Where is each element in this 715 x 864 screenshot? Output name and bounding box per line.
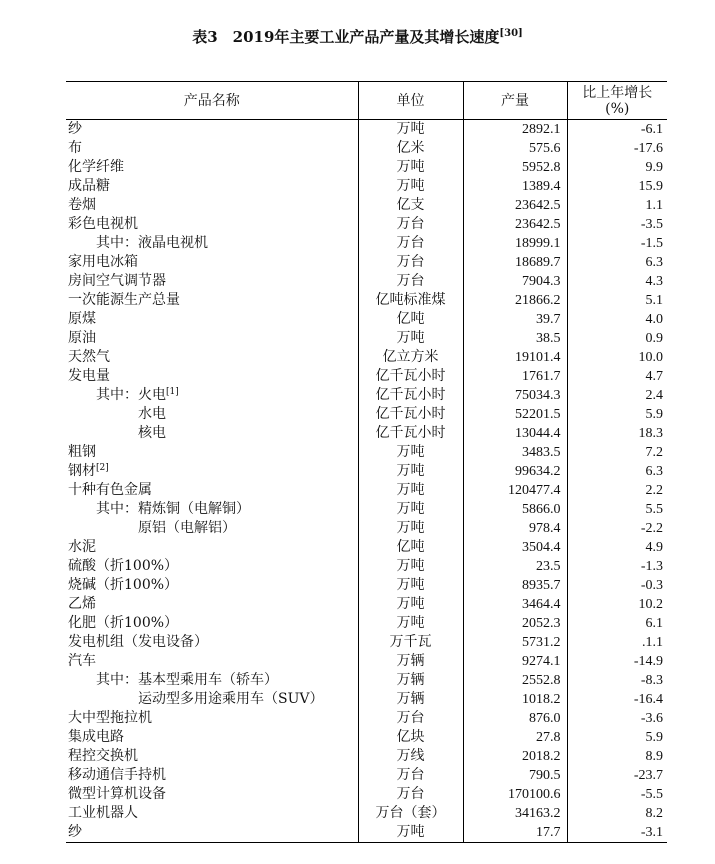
product-name-cell	[66, 348, 358, 367]
product-name: 运动型多用途乘用车（SUV）	[138, 691, 324, 707]
growth-cell: 5.9	[567, 405, 667, 424]
output-cell: 8935.7	[463, 576, 567, 595]
product-name: 乙烯	[68, 596, 96, 612]
table-row	[66, 557, 667, 576]
product-name: 家用电冰箱	[68, 254, 138, 270]
output-cell: 2552.8	[463, 671, 567, 690]
growth-cell: 4.3	[567, 272, 667, 291]
header-output: 产量	[463, 82, 567, 120]
output-cell: 27.8	[463, 728, 567, 747]
unit-cell: 万吨	[358, 177, 463, 196]
product-name: 硫酸（折100%）	[68, 558, 179, 574]
table-row	[66, 120, 667, 140]
product-name: 房间空气调节器	[68, 273, 166, 289]
output-cell: 38.5	[463, 329, 567, 348]
table-row	[66, 386, 667, 405]
product-name-cell	[66, 785, 358, 804]
table-row	[66, 614, 667, 633]
product-name-cell	[66, 234, 358, 253]
unit-cell: 万吨	[358, 158, 463, 177]
output-cell: 120477.4	[463, 481, 567, 500]
product-name: 大中型拖拉机	[68, 710, 152, 726]
product-name: 天然气	[68, 349, 110, 365]
product-name-cell	[66, 671, 358, 690]
unit-cell: 万吨	[358, 519, 463, 538]
unit-cell: 万线	[358, 747, 463, 766]
table-row	[66, 424, 667, 443]
product-name-cell	[66, 747, 358, 766]
table-row	[66, 139, 667, 158]
output-cell: 17.7	[463, 823, 567, 843]
header-unit: 单位	[358, 82, 463, 120]
table-row	[66, 690, 667, 709]
product-name: 原铝（电解铝）	[138, 520, 236, 536]
product-name-cell	[66, 500, 358, 519]
product-name: 水电	[138, 406, 166, 422]
table-row	[66, 709, 667, 728]
product-name: 卷烟	[68, 197, 96, 213]
table-header-row	[66, 82, 667, 120]
table-row	[66, 595, 667, 614]
product-name-cell	[66, 519, 358, 538]
growth-cell: 4.9	[567, 538, 667, 557]
product-name: 发电量	[68, 368, 110, 384]
table-row	[66, 234, 667, 253]
product-name-cell	[66, 690, 358, 709]
product-name-cell	[66, 709, 358, 728]
unit-cell: 万辆	[358, 690, 463, 709]
product-name: 烧碱（折100%）	[68, 577, 179, 593]
unit-cell: 万吨	[358, 823, 463, 843]
table-row	[66, 291, 667, 310]
product-name-cell	[66, 310, 358, 329]
product-name-cell	[66, 272, 358, 291]
product-name: 其中：基本型乘用车（轿车）	[96, 672, 278, 688]
unit-cell: 万吨	[358, 614, 463, 633]
table-row	[66, 633, 667, 652]
growth-cell: -3.6	[567, 709, 667, 728]
growth-cell: -8.3	[567, 671, 667, 690]
growth-cell: -5.5	[567, 785, 667, 804]
unit-cell: 万吨	[358, 595, 463, 614]
output-cell: 2052.3	[463, 614, 567, 633]
growth-cell: -3.1	[567, 823, 667, 843]
product-name-cell	[66, 728, 358, 747]
growth-cell: -1.3	[567, 557, 667, 576]
product-name: 核电	[138, 425, 166, 441]
table-row	[66, 823, 667, 843]
header-growth	[567, 82, 667, 120]
unit-cell: 万吨	[358, 481, 463, 500]
table-row	[66, 329, 667, 348]
product-name: 微型计算机设备	[68, 786, 166, 802]
product-name-cell	[66, 443, 358, 462]
unit-cell: 万吨	[358, 443, 463, 462]
table-row	[66, 576, 667, 595]
product-name: 纱	[68, 121, 82, 137]
unit-cell: 万台	[358, 785, 463, 804]
table-row	[66, 405, 667, 424]
title-footnote: [30]	[499, 28, 523, 39]
product-name: 化肥（折100%）	[68, 615, 179, 631]
product-name-cell	[66, 215, 358, 234]
growth-cell: 5.1	[567, 291, 667, 310]
output-cell: 34163.2	[463, 804, 567, 823]
output-cell: 2892.1	[463, 120, 567, 140]
header-name: 产品名称	[66, 82, 358, 120]
product-name-cell	[66, 253, 358, 272]
output-cell: 3483.5	[463, 443, 567, 462]
table-row	[66, 196, 667, 215]
output-cell: 3464.4	[463, 595, 567, 614]
table-row	[66, 747, 667, 766]
growth-cell: 10.0	[567, 348, 667, 367]
product-name-cell	[66, 595, 358, 614]
product-name: 工业机器人	[68, 805, 138, 821]
growth-cell: 0.9	[567, 329, 667, 348]
unit-cell: 万千瓦	[358, 633, 463, 652]
output-cell: 170100.6	[463, 785, 567, 804]
table-title	[0, 26, 715, 47]
growth-cell: 8.9	[567, 747, 667, 766]
header-growth-line1: 比上年增长	[582, 84, 653, 101]
table-title-text: 表3 2019年主要工业产品产量及其增长速度	[192, 28, 500, 46]
output-cell: 1389.4	[463, 177, 567, 196]
growth-cell: 5.9	[567, 728, 667, 747]
output-cell: 978.4	[463, 519, 567, 538]
table-row	[66, 481, 667, 500]
unit-cell: 万台	[358, 234, 463, 253]
unit-cell: 亿块	[358, 728, 463, 747]
growth-cell: -2.2	[567, 519, 667, 538]
product-name: 粗钢	[68, 444, 96, 460]
growth-cell: 1.1	[567, 196, 667, 215]
table-row	[66, 443, 667, 462]
growth-cell: 10.2	[567, 595, 667, 614]
unit-cell: 万台	[358, 766, 463, 785]
product-name-cell	[66, 804, 358, 823]
product-name: 集成电路	[68, 729, 124, 745]
growth-cell: .1.1	[567, 633, 667, 652]
growth-cell: 7.2	[567, 443, 667, 462]
product-name-cell	[66, 329, 358, 348]
product-name: 程控交换机	[68, 748, 138, 764]
growth-cell: 6.3	[567, 462, 667, 481]
growth-cell: 4.0	[567, 310, 667, 329]
product-name: 钢材	[68, 463, 96, 479]
output-cell: 23642.5	[463, 215, 567, 234]
product-name: 成品糖	[68, 178, 110, 194]
product-name-cell	[66, 291, 358, 310]
output-cell: 575.6	[463, 139, 567, 158]
growth-cell: 9.9	[567, 158, 667, 177]
table-row	[66, 538, 667, 557]
product-name-cell	[66, 424, 358, 443]
product-name-cell	[66, 766, 358, 785]
product-name-cell	[66, 652, 358, 671]
product-name: 移动通信手持机	[68, 767, 166, 783]
product-name-cell	[66, 462, 358, 481]
product-name-cell	[66, 481, 358, 500]
product-name-cell	[66, 367, 358, 386]
unit-cell: 亿吨标准煤	[358, 291, 463, 310]
growth-cell: -0.3	[567, 576, 667, 595]
product-name-cell	[66, 177, 358, 196]
unit-cell: 万台	[358, 215, 463, 234]
unit-cell: 万台	[358, 272, 463, 291]
product-name: 水泥	[68, 539, 96, 555]
production-table	[66, 81, 667, 843]
output-cell: 18999.1	[463, 234, 567, 253]
growth-cell: -23.7	[567, 766, 667, 785]
unit-cell: 万吨	[358, 120, 463, 140]
unit-cell: 万吨	[358, 329, 463, 348]
product-footnote: [1]	[166, 387, 179, 397]
output-cell: 23.5	[463, 557, 567, 576]
table-row	[66, 215, 667, 234]
unit-cell: 万吨	[358, 557, 463, 576]
output-cell: 9274.1	[463, 652, 567, 671]
unit-cell: 亿千瓦小时	[358, 424, 463, 443]
output-cell: 790.5	[463, 766, 567, 785]
table-body	[66, 120, 667, 843]
output-cell: 1761.7	[463, 367, 567, 386]
product-name: 布	[68, 140, 82, 156]
table-row	[66, 158, 667, 177]
output-cell: 1018.2	[463, 690, 567, 709]
table-row	[66, 310, 667, 329]
table-row	[66, 519, 667, 538]
product-name: 一次能源生产总量	[68, 292, 180, 308]
header-growth-line2: (%)	[605, 100, 630, 117]
product-name-cell	[66, 386, 358, 405]
unit-cell: 亿吨	[358, 538, 463, 557]
table-row	[66, 500, 667, 519]
growth-cell: 4.7	[567, 367, 667, 386]
growth-cell: -6.1	[567, 120, 667, 140]
output-cell: 21866.2	[463, 291, 567, 310]
table-row	[66, 253, 667, 272]
product-name: 原油	[68, 330, 96, 346]
unit-cell: 万吨	[358, 576, 463, 595]
unit-cell: 亿支	[358, 196, 463, 215]
growth-cell: 15.9	[567, 177, 667, 196]
product-name-cell	[66, 538, 358, 557]
table-row	[66, 272, 667, 291]
growth-cell: 5.5	[567, 500, 667, 519]
product-footnote: [2]	[96, 463, 109, 473]
product-name-cell	[66, 120, 358, 140]
growth-cell: 8.2	[567, 804, 667, 823]
unit-cell: 亿吨	[358, 310, 463, 329]
growth-cell: -1.5	[567, 234, 667, 253]
unit-cell: 亿千瓦小时	[358, 386, 463, 405]
product-name-cell	[66, 196, 358, 215]
output-cell: 75034.3	[463, 386, 567, 405]
table-row	[66, 728, 667, 747]
output-cell: 5952.8	[463, 158, 567, 177]
output-cell: 3504.4	[463, 538, 567, 557]
growth-cell: -14.9	[567, 652, 667, 671]
unit-cell: 万台（套）	[358, 804, 463, 823]
table-row	[66, 766, 667, 785]
product-name-cell	[66, 557, 358, 576]
output-cell: 52201.5	[463, 405, 567, 424]
unit-cell: 亿千瓦小时	[358, 405, 463, 424]
product-name-cell	[66, 158, 358, 177]
table-row	[66, 348, 667, 367]
table-row	[66, 785, 667, 804]
growth-cell: 2.2	[567, 481, 667, 500]
table-row	[66, 367, 667, 386]
product-name-cell	[66, 576, 358, 595]
output-cell: 5866.0	[463, 500, 567, 519]
product-name: 汽车	[68, 653, 96, 669]
product-name: 纱	[68, 824, 82, 840]
product-name-cell	[66, 405, 358, 424]
growth-cell: -16.4	[567, 690, 667, 709]
unit-cell: 亿米	[358, 139, 463, 158]
product-name: 原煤	[68, 311, 96, 327]
product-name-cell	[66, 633, 358, 652]
product-name-cell	[66, 614, 358, 633]
product-name: 彩色电视机	[68, 216, 138, 232]
growth-cell: 2.4	[567, 386, 667, 405]
unit-cell: 亿千瓦小时	[358, 367, 463, 386]
unit-cell: 万辆	[358, 671, 463, 690]
output-cell: 18689.7	[463, 253, 567, 272]
product-name: 化学纤维	[68, 159, 124, 175]
product-name-cell	[66, 139, 358, 158]
output-cell: 5731.2	[463, 633, 567, 652]
product-name: 其中：火电	[96, 387, 166, 403]
table-row	[66, 177, 667, 196]
product-name: 发电机组（发电设备）	[68, 634, 208, 650]
growth-cell: 18.3	[567, 424, 667, 443]
product-name: 其中：液晶电视机	[96, 235, 208, 251]
product-name: 十种有色金属	[68, 482, 152, 498]
unit-cell: 万吨	[358, 500, 463, 519]
output-cell: 2018.2	[463, 747, 567, 766]
unit-cell: 万台	[358, 709, 463, 728]
output-cell: 7904.3	[463, 272, 567, 291]
unit-cell: 万辆	[358, 652, 463, 671]
output-cell: 23642.5	[463, 196, 567, 215]
table-row	[66, 462, 667, 481]
unit-cell: 万吨	[358, 462, 463, 481]
unit-cell: 万台	[358, 253, 463, 272]
growth-cell: 6.1	[567, 614, 667, 633]
product-name: 其中：精炼铜（电解铜）	[96, 501, 250, 517]
output-cell: 19101.4	[463, 348, 567, 367]
output-cell: 39.7	[463, 310, 567, 329]
table-row	[66, 652, 667, 671]
product-name-cell	[66, 823, 358, 843]
output-cell: 876.0	[463, 709, 567, 728]
table-row	[66, 804, 667, 823]
growth-cell: 6.3	[567, 253, 667, 272]
unit-cell: 亿立方米	[358, 348, 463, 367]
output-cell: 13044.4	[463, 424, 567, 443]
output-cell: 99634.2	[463, 462, 567, 481]
table-row	[66, 671, 667, 690]
growth-cell: -17.6	[567, 139, 667, 158]
growth-cell: -3.5	[567, 215, 667, 234]
